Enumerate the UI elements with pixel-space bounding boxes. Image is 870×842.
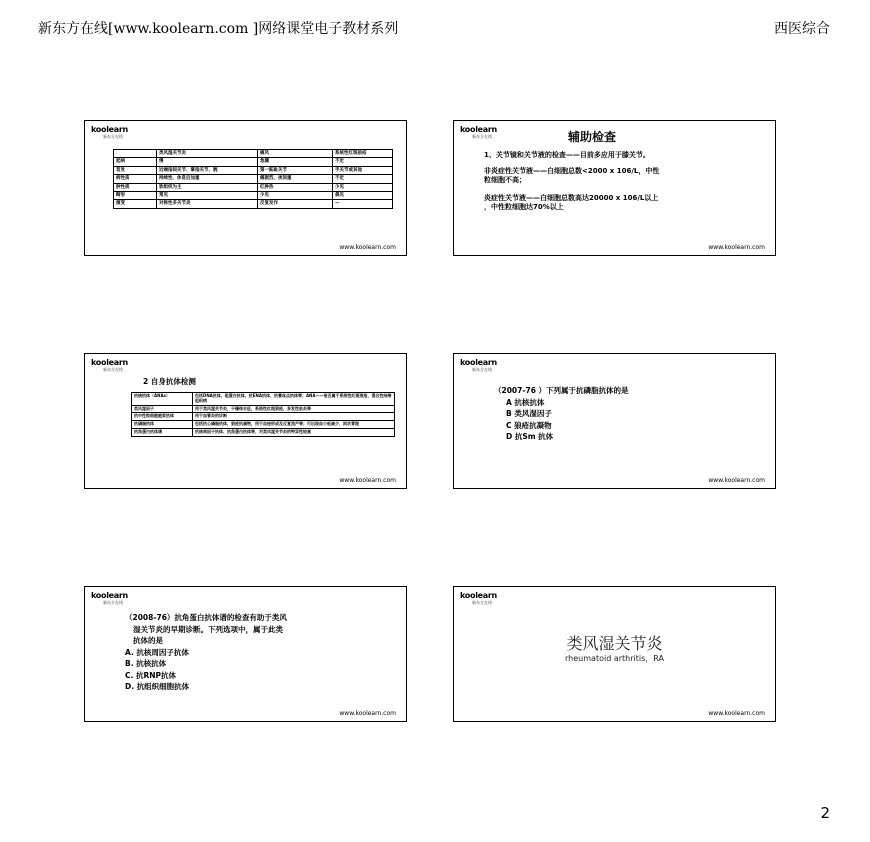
page-header-left: 新东方在线[www.koolearn.com ]网络课堂电子教材系列 — [38, 21, 399, 37]
table-cell: 第一跖趾关节 — [258, 166, 333, 174]
table-header-cell: 系统性红斑狼疮 — [333, 150, 393, 158]
koolearn-logo: koolearn — [91, 358, 128, 367]
body-line: 炎症性关节液——白细胞总数高达20000 x 106/L以上 — [484, 194, 659, 202]
option-b: B. 抗核抗体 — [125, 659, 167, 668]
table-row — [132, 413, 395, 421]
table-cell: 首发 — [114, 166, 157, 174]
body-line: 1、关节镜和关节液的检查——目前多应用于膝关节。 — [484, 151, 650, 159]
slide-question — [125, 612, 287, 693]
table-cell: — — [333, 200, 393, 208]
table-cell: 畸形 — [114, 191, 157, 199]
table-cell: 持续性、休息后加重 — [157, 175, 258, 183]
option-a: A 抗核抗体 — [506, 397, 545, 407]
question-text: （2008-76）抗角蛋白抗体谱的检查有助于类风 — [125, 613, 287, 622]
koolearn-logo: koolearn — [460, 125, 497, 134]
question-text: 抗体的是 — [133, 636, 163, 645]
table-cell: 演变 — [114, 200, 157, 208]
body-line: 粒细胞不高； — [484, 176, 526, 184]
table-cell: 不定 — [333, 175, 393, 183]
slide-title: 2 自身抗体检测 — [143, 377, 196, 386]
option-b: B 类风湿因子 — [506, 409, 552, 418]
slide-footer-url: www.koolearn.com — [708, 477, 765, 484]
table-cell: 软组织为主 — [157, 183, 258, 191]
question-text: 湿关节炎的早期诊断。下列选项中，属于此类 — [133, 624, 283, 634]
table-row — [114, 166, 393, 174]
koolearn-logo: koolearn — [460, 358, 497, 367]
koolearn-logo-sub: 新东方在线 — [472, 367, 492, 372]
slide-5 — [84, 586, 407, 722]
table-cell: 手关节或其他 — [333, 166, 393, 174]
table-cell: 包括DNA抗体、组蛋白抗体、抗ENA抗体、抗着丝点抗体等；ANA——是否属于系统性红斑狼疮，混合性结缔组织病 — [193, 393, 395, 406]
slide-footer-url: www.koolearn.com — [708, 244, 765, 251]
slide-subtitle: rheumatoid arthritis，RA — [565, 654, 664, 663]
koolearn-logo-sub: 新东方在线 — [472, 134, 492, 139]
option-d: D 抗Sm 抗体 — [506, 432, 554, 441]
slide-footer-url: www.koolearn.com — [339, 244, 396, 251]
table-cell: 近端指间关节、掌指关节、腕 — [157, 166, 258, 174]
table-row — [114, 158, 393, 166]
table-cell: 急骤 — [258, 158, 333, 166]
koolearn-logo-sub: 新东方在线 — [103, 134, 123, 139]
page-header-right: 西医综合 — [774, 21, 830, 37]
option-d: D. 抗组织细胞抗体 — [125, 682, 190, 691]
koolearn-logo-sub: 新东方在线 — [103, 600, 123, 605]
slide-1 — [84, 120, 407, 256]
table-cell: 抗角蛋白抗体谱 — [132, 428, 193, 436]
table-cell: 包括抗心磷脂抗体，狼疮抗凝物，用于血栓形成及反复流产等；可出现血小板减少，网状青斑 — [193, 421, 395, 429]
table-cell: 痛剧烈，夜间重 — [258, 175, 333, 183]
table-cell: 抗中性粒细胞胞浆抗体 — [132, 413, 193, 421]
table-cell: 肿性质 — [114, 183, 157, 191]
option-a: A. 抗核周因子抗体 — [125, 647, 189, 657]
table-cell: 不定 — [333, 158, 393, 166]
arthritis-comparison-table — [113, 149, 393, 209]
table-row — [114, 175, 393, 183]
question-text: （2007-76 ）下列属于抗磷脂抗体的是 — [494, 386, 629, 395]
koolearn-logo: koolearn — [91, 591, 128, 600]
autoantibody-table — [131, 392, 395, 437]
table-cell: 常见 — [157, 191, 258, 199]
table-cell: 起病 — [114, 158, 157, 166]
table-cell: 类风湿因子 — [132, 405, 193, 413]
table-row — [114, 200, 393, 208]
table-cell: 病性质 — [114, 175, 157, 183]
page-number: 2 — [820, 804, 830, 822]
table-row — [114, 191, 393, 199]
slide-4 — [453, 353, 776, 489]
table-cell: 慢 — [157, 158, 258, 166]
body-line: 非炎症性关节液——白细胞总数<2000 x 106/L，中性 — [484, 167, 660, 175]
table-row — [132, 405, 395, 413]
table-header-cell: 痛风 — [258, 150, 333, 158]
table-cell: 抗核抗体（ANAs） — [132, 393, 193, 406]
table-cell: 用于血管炎的诊断 — [193, 413, 395, 421]
slide-title: 辅助检查 — [568, 130, 617, 144]
slide-6 — [453, 586, 776, 722]
table-header-row — [114, 150, 393, 158]
slide-title: 类风湿关节炎 — [566, 634, 663, 653]
koolearn-logo: koolearn — [460, 591, 497, 600]
slide-question — [494, 385, 629, 443]
table-cell: 反复发作 — [258, 200, 333, 208]
table-row — [114, 183, 393, 191]
table-cell: 偶见 — [333, 191, 393, 199]
koolearn-logo-sub: 新东方在线 — [103, 367, 123, 372]
body-line: ，中性粒细胞达70%以上 — [484, 203, 564, 211]
table-row — [132, 428, 395, 436]
table-header-cell — [114, 150, 157, 158]
slide-footer-url: www.koolearn.com — [339, 710, 396, 717]
table-cell: 用于类风湿关节炎，干燥综合征，系统性红斑狼疮，多发性肌炎等 — [193, 405, 395, 413]
slide-footer-url: www.koolearn.com — [708, 710, 765, 717]
table-cell: 少见 — [258, 191, 333, 199]
table-cell: 抗核周因子抗体、抗角蛋白抗体等，对类风湿关节炎的特异性较高 — [193, 428, 395, 436]
slide-3 — [84, 353, 407, 489]
koolearn-logo: koolearn — [91, 125, 128, 134]
table-cell: 抗磷脂抗体 — [132, 421, 193, 429]
option-c: C 狼疮抗凝物 — [506, 420, 552, 430]
slide-footer-url: www.koolearn.com — [339, 477, 396, 484]
table-cell: 对称性多关节炎 — [157, 200, 258, 208]
table-row — [132, 393, 395, 406]
slide-2 — [453, 120, 776, 256]
table-cell: 红肿热 — [258, 183, 333, 191]
table-row — [132, 421, 395, 429]
koolearn-logo-sub: 新东方在线 — [472, 600, 492, 605]
table-header-cell: 类风湿关节炎 — [157, 150, 258, 158]
slide-body — [484, 151, 659, 212]
table-cell: 少见 — [333, 183, 393, 191]
option-c: C. 抗RNP抗体 — [125, 670, 177, 680]
